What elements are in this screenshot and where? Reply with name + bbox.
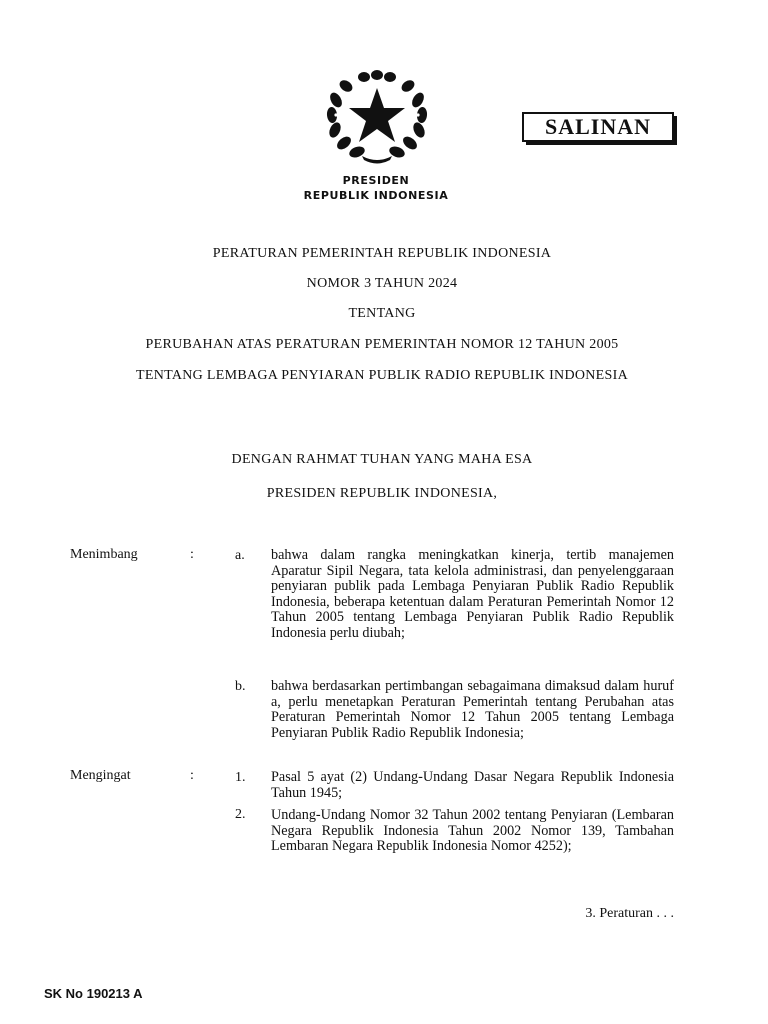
footer-document-code: SK No 190213 A — [44, 986, 143, 1001]
menimbang-item-b-mark: b. — [235, 679, 246, 694]
menimbang-item-a-text: bahwa dalam rangka meningkatkan kinerja, tertib manajemen Aparatur Sipil Negara, tata kelola administrasi, dan penyelenggaraan penyiaran publik pada Lembaga Penyiaran Publik Radio Republik Indonesia, beberapa ketentuan dalam Peraturan Pemerintah Nomor 12 Tahun 2005 tentang Lembaga Penyiaran Publik Radio Republik Indonesia perlu diubah; — [271, 547, 674, 641]
state-emblem-icon — [324, 70, 430, 164]
mengingat-item-2-text: Undang-Undang Nomor 32 Tahun 2002 tentang Penyiaran (Lembaran Negara Republik Indonesia Tahun 2002 Nomor 139, Tambahan Lembaran Negara Republik Indonesia Nomor 4252); — [271, 807, 674, 855]
title-number: NOMOR 3 TAHUN 2024 — [306, 276, 458, 291]
menimbang-item-a-mark: a. — [235, 548, 245, 563]
menimbang-label: Menimbang — [70, 547, 138, 562]
title-subject-2: TENTANG LEMBAGA PENYIARAN PUBLIK RADIO REPUBLIK INDONESIA — [136, 368, 628, 383]
continuation-marker: 3. Peraturan . . . — [585, 906, 674, 921]
mengingat-item-2-mark: 2. — [235, 807, 246, 822]
title-tentang: TENTANG — [348, 306, 416, 321]
header-president: PRESIDEN — [342, 174, 410, 187]
mengingat-label: Mengingat — [70, 768, 131, 783]
header-republic: REPUBLIK INDONESIA — [303, 189, 449, 202]
mengingat-item-1-text: Pasal 5 ayat (2) Undang-Undang Dasar Negara Republik Indonesia Tahun 1945; — [271, 769, 674, 801]
preamble-president: PRESIDEN REPUBLIK INDONESIA, — [266, 486, 498, 501]
salinan-stamp: SALINAN — [522, 112, 674, 142]
mengingat-colon: : — [190, 768, 194, 783]
preamble-grace: DENGAN RAHMAT TUHAN YANG MAHA ESA — [231, 452, 533, 467]
menimbang-colon: : — [190, 547, 194, 562]
menimbang-item-b-text: bahwa berdasarkan pertimbangan sebagaimana dimaksud dalam huruf a, perlu menetapkan Peraturan Pemerintah tentang Perubahan atas Peraturan Pemerintah Nomor 12 Tahun 2005 tentang Lembaga Penyiaran Publik Radio Republik Indonesia; — [271, 678, 674, 741]
title-subject-1: PERUBAHAN ATAS PERATURAN PEMERINTAH NOMOR 12 TAHUN 2005 — [145, 337, 619, 352]
title-regulation: PERATURAN PEMERINTAH REPUBLIK INDONESIA — [212, 246, 552, 261]
mengingat-item-1-mark: 1. — [235, 770, 246, 785]
